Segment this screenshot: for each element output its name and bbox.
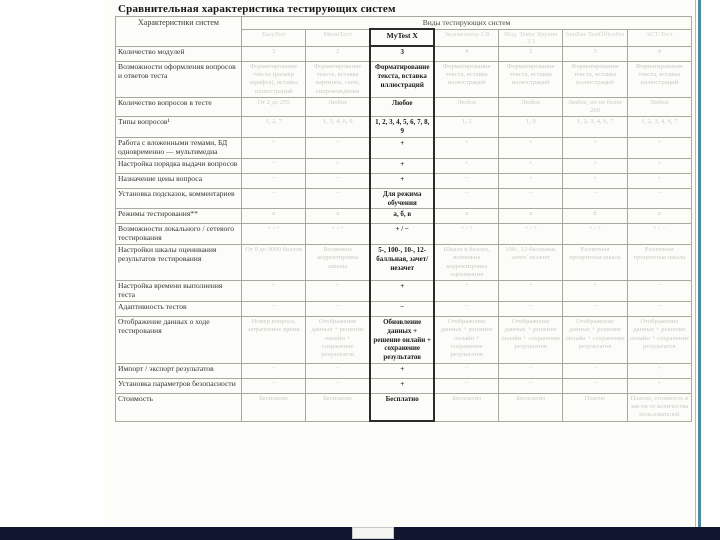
table-cell: − bbox=[563, 188, 627, 209]
table-cell: Отображение данных + решение онлайн + сохранение результатов bbox=[563, 317, 627, 364]
row-label: Назначение цены вопроса bbox=[116, 173, 242, 188]
table-row bbox=[116, 62, 692, 98]
table-cell: + bbox=[627, 137, 691, 158]
table-cell: − bbox=[306, 173, 370, 188]
table-cell: − bbox=[434, 188, 498, 209]
table-cell: + bbox=[499, 158, 563, 173]
table-cell: + bbox=[242, 281, 306, 302]
table-cell: Бесплатно bbox=[306, 393, 370, 421]
table-cell: 5-, 100-, 10-, 12-балльная, зачет/ незачет bbox=[370, 245, 434, 281]
table-cell: 1, 2 bbox=[434, 117, 498, 138]
table-cell: − bbox=[306, 302, 370, 317]
table-row bbox=[116, 363, 692, 378]
footer-box bbox=[352, 527, 394, 539]
scanned-page bbox=[104, 0, 704, 527]
table-cell: − bbox=[434, 173, 498, 188]
table-cell: + / + bbox=[563, 224, 627, 245]
table-cell: + bbox=[370, 378, 434, 393]
table-cell: Бесплатно bbox=[434, 393, 498, 421]
row-label: Настройка времени выполнения теста bbox=[116, 281, 242, 302]
table-cell: 1, 9 bbox=[499, 117, 563, 138]
row-label: Установка параметров безопасности bbox=[116, 378, 242, 393]
table-cell: Обновление данных + решение онлайн + сохранение результатов bbox=[370, 317, 434, 364]
table-cell: − bbox=[242, 363, 306, 378]
table-body bbox=[116, 46, 692, 421]
table-cell: Отображение данных + решение онлайн + сохранение результатов bbox=[306, 317, 370, 364]
table-cell: − bbox=[242, 378, 306, 393]
table-cell: + bbox=[434, 281, 498, 302]
table-row bbox=[116, 281, 692, 302]
table-row bbox=[116, 317, 692, 364]
table-row bbox=[116, 245, 692, 281]
table-cell: + bbox=[434, 158, 498, 173]
table-cell: + bbox=[563, 281, 627, 302]
table-cell: + bbox=[370, 137, 434, 158]
table-cell: Платно bbox=[563, 393, 627, 421]
table-cell: − bbox=[499, 378, 563, 393]
table-cell: + / − bbox=[370, 224, 434, 245]
comparison-table bbox=[115, 16, 692, 422]
table-row bbox=[116, 158, 692, 173]
column-header-5: Мод. Tester Ярулин 3.3 bbox=[499, 29, 563, 46]
table-cell: + bbox=[306, 158, 370, 173]
table-cell: а, б, в bbox=[370, 209, 434, 224]
table-row bbox=[116, 173, 692, 188]
table-cell: Форматирование текста, вставка иллюстраций bbox=[563, 62, 627, 98]
column-header-2: МиниТест bbox=[306, 29, 370, 46]
table-cell: + / − bbox=[627, 224, 691, 245]
table-cell: 2 bbox=[499, 46, 563, 62]
table-cell: + / + bbox=[434, 224, 498, 245]
table-cell: − bbox=[563, 302, 627, 317]
table-cell: Различная процентная шкала bbox=[563, 245, 627, 281]
table-cell: − bbox=[563, 363, 627, 378]
table-cell: Форматирование текста, вставка иллюстраций bbox=[434, 62, 498, 98]
table-cell: а bbox=[627, 209, 691, 224]
table-cell: б bbox=[563, 209, 627, 224]
table-cell: Любое bbox=[434, 97, 498, 116]
table-cell: Форматирование текста, вставка иллюстраций bbox=[627, 62, 691, 98]
row-label: Типы вопросов¹ bbox=[116, 117, 242, 138]
table-cell: Любое bbox=[627, 97, 691, 116]
table-cell: 3 bbox=[370, 46, 434, 62]
row-label: Адаптивность тестов bbox=[116, 302, 242, 317]
corner-header: Характеристики систем bbox=[116, 17, 242, 47]
table-cell: + bbox=[242, 137, 306, 158]
table-cell: + bbox=[499, 173, 563, 188]
table-cell: 1, 2, 3, 4, 6, 7 bbox=[563, 117, 627, 138]
table-cell: − bbox=[306, 137, 370, 158]
page-edge-line-inner bbox=[695, 0, 696, 527]
table-cell: Отображение данных + решение онлайн + сохранение результатов bbox=[434, 317, 498, 364]
table-cell: Любое, но не более 200 bbox=[563, 97, 627, 116]
table-row bbox=[116, 393, 692, 421]
column-header-6: SunRav TestOfficePro bbox=[563, 29, 627, 46]
table-row bbox=[116, 209, 692, 224]
table-cell: − bbox=[627, 188, 691, 209]
table-cell: − bbox=[306, 363, 370, 378]
column-header-1: EasyTest bbox=[242, 29, 306, 46]
table-cell: − bbox=[499, 188, 563, 209]
table-cell: − bbox=[434, 378, 498, 393]
table-cell: + bbox=[563, 137, 627, 158]
page-edge-line bbox=[698, 0, 701, 527]
table-cell: + bbox=[370, 281, 434, 302]
table-cell: − bbox=[627, 281, 691, 302]
table-cell: Номер вопроса, затраченное время bbox=[242, 317, 306, 364]
table-cell: Различная процентная шкала bbox=[627, 245, 691, 281]
table-cell: 1, 2, 3, 4, 5, 6, 7, 8, 9 bbox=[370, 117, 434, 138]
table-cell: − bbox=[306, 188, 370, 209]
table-cell: + bbox=[627, 158, 691, 173]
table-cell: + bbox=[499, 281, 563, 302]
table-cell: 1, 3, 4, 6, 9 bbox=[306, 117, 370, 138]
row-label: Импорт / экспорт результатов bbox=[116, 363, 242, 378]
table-cell: − bbox=[563, 378, 627, 393]
table-cell: Бесплатно bbox=[242, 393, 306, 421]
table-cell: Форматирование текста, вставка иллюстраций bbox=[370, 62, 434, 98]
table-cell: − bbox=[242, 158, 306, 173]
table-cell: + / − bbox=[242, 224, 306, 245]
table-cell: − bbox=[434, 363, 498, 378]
table-cell: Форматирование текста, вставка картинок, схем, сопровождения bbox=[306, 62, 370, 98]
table-cell: 3 bbox=[563, 46, 627, 62]
table-cell: − bbox=[434, 302, 498, 317]
table-cell: − bbox=[499, 302, 563, 317]
table-cell: − bbox=[242, 302, 306, 317]
row-label: Настройки шкалы оценивания результатов тестирования bbox=[116, 245, 242, 281]
row-label: Возможности локального / сетевого тестирования bbox=[116, 224, 242, 245]
table-cell: − bbox=[499, 363, 563, 378]
table-row bbox=[116, 188, 692, 209]
table-cell: − bbox=[627, 302, 691, 317]
column-header-4: Экзаменатор 2.В bbox=[434, 29, 498, 46]
row-label: Количество модулей bbox=[116, 46, 242, 62]
table-cell: Любое bbox=[499, 97, 563, 116]
row-label: Настройка порядка выдачи вопросов bbox=[116, 158, 242, 173]
table-cell: + bbox=[627, 363, 691, 378]
table-row bbox=[116, 97, 692, 116]
table-cell: а bbox=[242, 209, 306, 224]
table-cell: 3 bbox=[242, 46, 306, 62]
table-cell: Форматирование текста (размер шрифта), вставка иллюстраций bbox=[242, 62, 306, 98]
table-cell: + bbox=[563, 158, 627, 173]
table-cell: Любое bbox=[306, 97, 370, 116]
table-cell: 100-, 12-балльная, зачет/ незачет bbox=[499, 245, 563, 281]
table-cell: + / − bbox=[306, 224, 370, 245]
row-label: Режимы тестирования** bbox=[116, 209, 242, 224]
table-cell: Отображение данных + решение онлайн + сохранение результатов bbox=[499, 317, 563, 364]
table-cell: − bbox=[370, 302, 434, 317]
table-cell: Платно, стоимость в зав-ти от количества пользователей bbox=[627, 393, 691, 421]
table-cell: 1, 2, 3, 4, 6, 7 bbox=[627, 117, 691, 138]
table-row bbox=[116, 378, 692, 393]
page-title: Сравнительная характеристика тестирующих систем bbox=[118, 3, 396, 15]
table-row bbox=[116, 117, 692, 138]
table-cell: + bbox=[370, 158, 434, 173]
table-cell: + / + bbox=[499, 224, 563, 245]
table-cell: + bbox=[370, 363, 434, 378]
table-cell: Любое bbox=[370, 97, 434, 116]
table-cell: Шкала в баллах, возможна корректировка оценивания bbox=[434, 245, 498, 281]
table-cell: + bbox=[627, 378, 691, 393]
table-cell: + bbox=[563, 173, 627, 188]
table-cell: Бесплатно bbox=[370, 393, 434, 421]
table-cell: Для режима обучения bbox=[370, 188, 434, 209]
column-header-3: MyTest X bbox=[370, 29, 434, 46]
table-row bbox=[116, 137, 692, 158]
table-cell: − bbox=[242, 188, 306, 209]
table-cell: Отображение данных + решение онлайн + сохранение результатов bbox=[627, 317, 691, 364]
table-cell: 2 bbox=[306, 46, 370, 62]
table-cell: − bbox=[306, 378, 370, 393]
row-label: Стоимость bbox=[116, 393, 242, 421]
table-cell: Бесплатно bbox=[499, 393, 563, 421]
row-label: Количество вопросов в тесте bbox=[116, 97, 242, 116]
table-cell: 4 bbox=[627, 46, 691, 62]
table-cell: + bbox=[370, 173, 434, 188]
table-cell: + bbox=[434, 137, 498, 158]
table-cell: 1, 2, 7 bbox=[242, 117, 306, 138]
table-cell: От 0 до 9000 баллов bbox=[242, 245, 306, 281]
table-cell: + bbox=[306, 281, 370, 302]
table-cell: + bbox=[499, 137, 563, 158]
table-cell: а bbox=[434, 209, 498, 224]
row-label: Работа с вложенными темами, БД одновременно — мультимедиа bbox=[116, 137, 242, 158]
column-header-7: АСТ-Тест bbox=[627, 29, 691, 46]
table-cell: Форматирование текста, вставка иллюстраций bbox=[499, 62, 563, 98]
row-label: Установка подсказок, комментариев bbox=[116, 188, 242, 209]
table-row bbox=[116, 302, 692, 317]
group-header: Виды тестирующих систем bbox=[242, 17, 692, 30]
table-cell: а bbox=[499, 209, 563, 224]
table-cell: 4 bbox=[434, 46, 498, 62]
row-label: Отображение данных о ходе тестирования bbox=[116, 317, 242, 364]
table-cell: Возможна корректировка шкалы bbox=[306, 245, 370, 281]
table-row bbox=[116, 46, 692, 62]
table-cell: а bbox=[306, 209, 370, 224]
row-label: Возможности оформления вопросов и ответов теста bbox=[116, 62, 242, 98]
table-cell: − bbox=[242, 173, 306, 188]
table-row bbox=[116, 224, 692, 245]
table-cell: От 2 до 255 bbox=[242, 97, 306, 116]
table-cell: + bbox=[627, 173, 691, 188]
